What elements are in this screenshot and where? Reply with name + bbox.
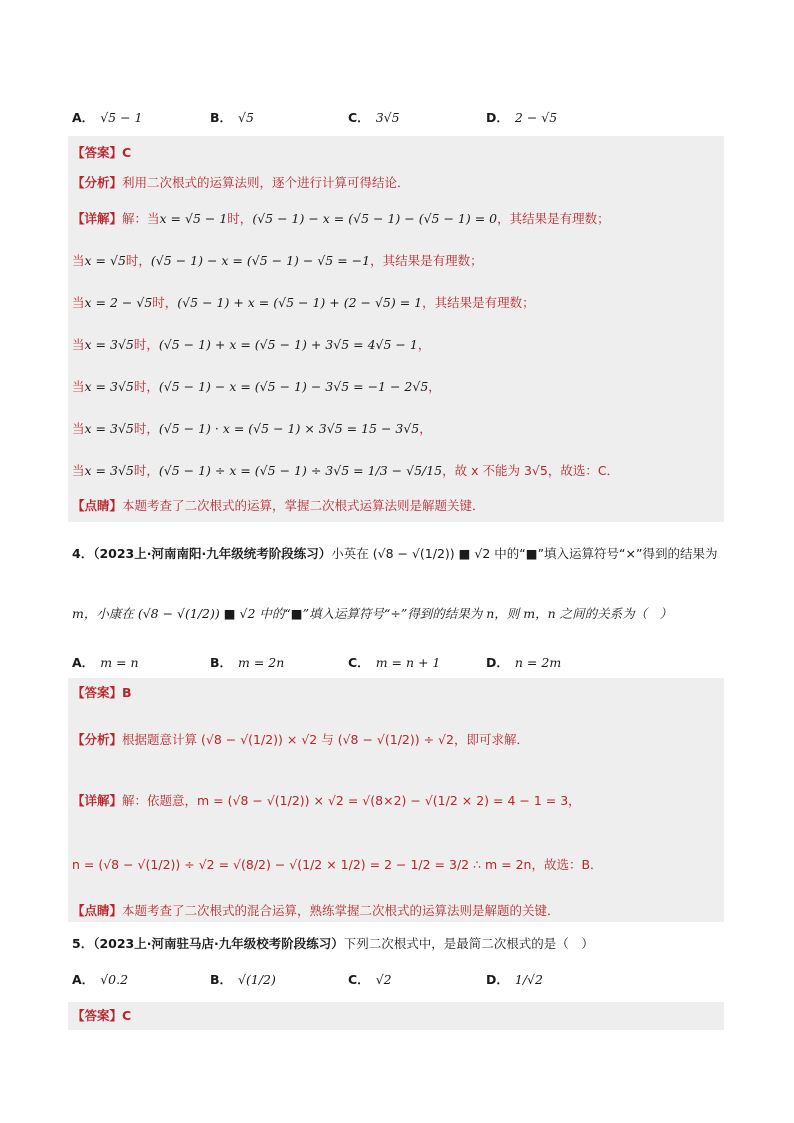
q4-stem-line-2: m，小康在 (√8 − √(1/2)) ■ √2 中的“■”填入运算符号“÷”得到的结果为 n，则 m，n 之间的关系为（ ）: [72, 606, 673, 621]
q4-analysis: 【分析】根据题意计算 (√8 − √(1/2)) × √2 与 (√8 − √(1/2)) ÷ √2，即可求解．: [72, 732, 529, 747]
q4-comment: 【点睛】本题考查了二次根式的混合运算，熟练掌握二次根式的运算法则是解题的关键．: [72, 903, 560, 918]
q3-detail-line-7: 当x = 3√5时，(√5 − 1) ÷ x = (√5 − 1) ÷ 3√5 = 1/3 − √5/15，故 x 不能为 3√5，故选：C．: [72, 463, 620, 478]
q3-detail-line-3: 当x = 2 − √5时，(√5 − 1) + x = (√5 − 1) + (2 − √5) = 1，其结果是有理数；: [72, 295, 535, 310]
q3-option-c: C． 3√5: [348, 110, 400, 125]
q4-option-d: D． n = 2m: [486, 655, 562, 670]
q3-detail-line-5: 当x = 3√5时，(√5 − 1) − x = (√5 − 1) − 3√5 = −1 − 2√5，: [72, 379, 441, 394]
q3-comment: 【点睛】本题考查了二次根式的运算，掌握二次根式运算法则是解题关键．: [72, 498, 485, 513]
q4-stem-line-1: 4．（2023上·河南南阳·九年级统考阶段练习）小英在 (√8 − √(1/2)) ■ √2 中的“■”填入运算符号“×”得到的结果为: [72, 546, 718, 561]
q3-option-d: D． 2 − √5: [486, 110, 558, 125]
q3-option-b: B． √5: [210, 110, 254, 125]
q3-detail-line-6: 当x = 3√5时，(√5 − 1) · x = (√5 − 1) × 3√5 = 15 − 3√5，: [72, 421, 432, 436]
q5-answer: 【答案】C: [72, 1008, 132, 1023]
q5-option-a: A． √0.2: [72, 972, 129, 987]
q4-option-a: A． m = n: [72, 655, 139, 670]
q4-answer: 【答案】B: [72, 685, 132, 700]
q5-option-d: D． 1/√2: [486, 972, 543, 987]
q3-option-a: A． √5 − 1: [72, 110, 143, 125]
q4-detail-line-2: n = (√8 − √(1/2)) ÷ √2 = √(8/2) − √(1/2 × 1/2) = 2 − 1/2 = 3/2 ∴ m = 2n，故选：B．: [72, 857, 603, 872]
q3-detail-line-2: 当x = √5时，(√5 − 1) − x = (√5 − 1) − √5 = −1，其结果是有理数；: [72, 253, 483, 268]
q3-detail-line-1: 【详解】解：当x = √5 − 1时，(√5 − 1) − x = (√5 − 1) − (√5 − 1) = 0，其结果是有理数；: [72, 211, 610, 226]
q3-detail-line-4: 当x = 3√5时，(√5 − 1) + x = (√5 − 1) + 3√5 = 4√5 − 1，: [72, 337, 431, 352]
q5-solution-band: [68, 1002, 724, 1030]
q5-option-b: B． √(1/2): [210, 972, 276, 987]
q5-stem: 5．（2023上·河南驻马店·九年级校考阶段练习）下列二次根式中，是最简二次根式的是（ ）: [72, 936, 594, 951]
q4-option-b: B． m = 2n: [210, 655, 285, 670]
q5-option-c: C． √2: [348, 972, 392, 987]
q4-detail-line-1: 【详解】解：依题意，m = (√8 − √(1/2)) × √2 = √(8×2) − √(1/2 × 2) = 4 − 1 = 3，: [72, 793, 581, 808]
q4-option-c: C． m = n + 1: [348, 655, 441, 670]
q3-analysis: 【分析】利用二次根式的运算法则，逐个进行计算可得结论．: [72, 175, 410, 190]
q3-answer: 【答案】C: [72, 145, 132, 160]
